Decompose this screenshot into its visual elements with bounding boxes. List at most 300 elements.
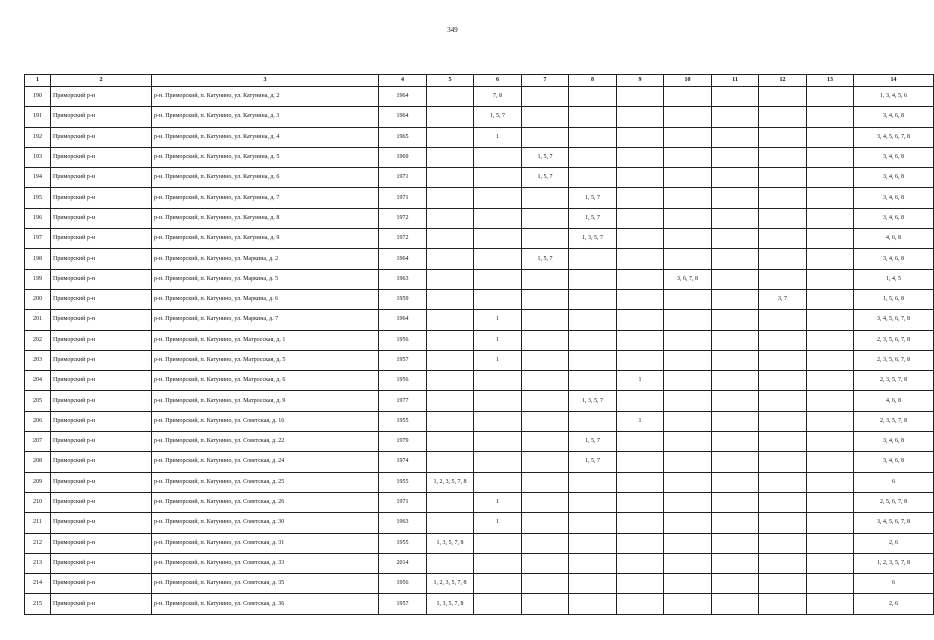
col6-cell bbox=[474, 229, 522, 249]
col7-cell: 1, 5, 7 bbox=[522, 147, 569, 167]
row-number-cell: 196 bbox=[25, 208, 51, 228]
district-cell: Приморский р-н bbox=[51, 168, 152, 188]
col12-cell bbox=[759, 330, 807, 350]
col11-cell bbox=[712, 127, 759, 147]
col7-cell bbox=[522, 87, 569, 107]
col5-cell bbox=[427, 289, 474, 309]
col11-cell bbox=[712, 533, 759, 553]
district-cell: Приморский р-н bbox=[51, 208, 152, 228]
row-number-cell: 213 bbox=[25, 553, 51, 573]
col9-cell: 1 bbox=[617, 411, 664, 431]
col8-cell: 1, 3, 5, 7 bbox=[569, 229, 617, 249]
col6-cell: 1 bbox=[474, 310, 522, 330]
year-cell: 1955 bbox=[379, 411, 427, 431]
col12-cell: 3, 7 bbox=[759, 289, 807, 309]
col12-cell bbox=[759, 553, 807, 573]
col12-cell bbox=[759, 452, 807, 472]
col10-cell: 3, 6, 7, 8 bbox=[664, 269, 712, 289]
address-cell: р-н. Приморский, п. Катунино, ул. Советская, д. 16 bbox=[152, 411, 379, 431]
col6-cell bbox=[474, 574, 522, 594]
col10-cell bbox=[664, 371, 712, 391]
col11-cell bbox=[712, 350, 759, 370]
table-row bbox=[25, 574, 934, 594]
district-cell: Приморский р-н bbox=[51, 188, 152, 208]
col9-cell bbox=[617, 249, 664, 269]
table-row bbox=[25, 269, 934, 289]
row-number-cell: 195 bbox=[25, 188, 51, 208]
table-row bbox=[25, 310, 934, 330]
col5-cell bbox=[427, 432, 474, 452]
col11-cell bbox=[712, 553, 759, 573]
col5-cell: 1, 3, 5, 7, 8 bbox=[427, 594, 474, 614]
col6-cell bbox=[474, 147, 522, 167]
col10-cell bbox=[664, 553, 712, 573]
col12-cell bbox=[759, 391, 807, 411]
row-number-cell: 203 bbox=[25, 350, 51, 370]
col9-cell bbox=[617, 289, 664, 309]
col13-cell bbox=[807, 472, 854, 492]
table-row bbox=[25, 411, 934, 431]
district-cell: Приморский р-н bbox=[51, 391, 152, 411]
col6-cell bbox=[474, 533, 522, 553]
col6-cell bbox=[474, 452, 522, 472]
col7-cell bbox=[522, 452, 569, 472]
district-cell: Приморский р-н bbox=[51, 127, 152, 147]
col8-cell bbox=[569, 553, 617, 573]
year-cell: 1965 bbox=[379, 127, 427, 147]
col13-cell bbox=[807, 208, 854, 228]
table-row bbox=[25, 594, 934, 614]
col14-cell: 3, 4, 6, 8 bbox=[854, 168, 934, 188]
col13-cell bbox=[807, 594, 854, 614]
col14-cell: 4, 6, 8 bbox=[854, 229, 934, 249]
col5-cell bbox=[427, 188, 474, 208]
column-header: 8 bbox=[569, 75, 617, 87]
col6-cell bbox=[474, 594, 522, 614]
year-cell: 1956 bbox=[379, 330, 427, 350]
col9-cell bbox=[617, 472, 664, 492]
col5-cell bbox=[427, 330, 474, 350]
col11-cell bbox=[712, 208, 759, 228]
row-number-cell: 197 bbox=[25, 229, 51, 249]
district-cell: Приморский р-н bbox=[51, 411, 152, 431]
col6-cell bbox=[474, 168, 522, 188]
col7-cell bbox=[522, 188, 569, 208]
row-number-cell: 191 bbox=[25, 107, 51, 127]
table-row bbox=[25, 533, 934, 553]
col14-cell: 3, 4, 6, 8 bbox=[854, 107, 934, 127]
row-number-cell: 190 bbox=[25, 87, 51, 107]
year-cell: 1964 bbox=[379, 249, 427, 269]
address-cell: р-н. Приморский, п. Катунино, ул. Маркина, д. 2 bbox=[152, 249, 379, 269]
row-number-cell: 211 bbox=[25, 513, 51, 533]
col5-cell bbox=[427, 350, 474, 370]
col10-cell bbox=[664, 249, 712, 269]
header-row bbox=[25, 75, 934, 87]
col7-cell bbox=[522, 107, 569, 127]
table-row bbox=[25, 147, 934, 167]
col11-cell bbox=[712, 492, 759, 512]
col8-cell bbox=[569, 310, 617, 330]
col7-cell bbox=[522, 553, 569, 573]
address-cell: р-н. Приморский, п. Катунино, ул. Советская, д. 33 bbox=[152, 553, 379, 573]
col5-cell bbox=[427, 553, 474, 573]
col11-cell bbox=[712, 472, 759, 492]
col11-cell bbox=[712, 513, 759, 533]
col12-cell bbox=[759, 310, 807, 330]
col12-cell bbox=[759, 350, 807, 370]
col8-cell bbox=[569, 87, 617, 107]
col13-cell bbox=[807, 87, 854, 107]
col14-cell: 1, 2, 3, 5, 7, 8 bbox=[854, 553, 934, 573]
col12-cell bbox=[759, 168, 807, 188]
district-cell: Приморский р-н bbox=[51, 87, 152, 107]
col11-cell bbox=[712, 147, 759, 167]
column-header: 5 bbox=[427, 75, 474, 87]
col10-cell bbox=[664, 168, 712, 188]
col10-cell bbox=[664, 533, 712, 553]
row-number-cell: 207 bbox=[25, 432, 51, 452]
page-number: 349 bbox=[447, 26, 458, 34]
col8-cell bbox=[569, 127, 617, 147]
col11-cell bbox=[712, 574, 759, 594]
year-cell: 1971 bbox=[379, 492, 427, 512]
year-cell: 1972 bbox=[379, 229, 427, 249]
address-cell: р-н. Приморский, п. Катунино, ул. Катунина, д. 2 bbox=[152, 87, 379, 107]
col8-cell bbox=[569, 289, 617, 309]
address-cell: р-н. Приморский, п. Катунино, ул. Катунина, д. 5 bbox=[152, 147, 379, 167]
district-cell: Приморский р-н bbox=[51, 492, 152, 512]
table-row bbox=[25, 87, 934, 107]
col10-cell bbox=[664, 127, 712, 147]
col7-cell bbox=[522, 411, 569, 431]
col5-cell bbox=[427, 452, 474, 472]
col8-cell bbox=[569, 269, 617, 289]
row-number-cell: 210 bbox=[25, 492, 51, 512]
col12-cell bbox=[759, 492, 807, 512]
col14-cell: 2, 3, 5, 7, 8 bbox=[854, 371, 934, 391]
row-number-cell: 202 bbox=[25, 330, 51, 350]
col6-cell bbox=[474, 472, 522, 492]
col13-cell bbox=[807, 432, 854, 452]
col11-cell bbox=[712, 371, 759, 391]
address-cell: р-н. Приморский, п. Катунино, ул. Катунина, д. 7 bbox=[152, 188, 379, 208]
col13-cell bbox=[807, 229, 854, 249]
district-cell: Приморский р-н bbox=[51, 371, 152, 391]
row-number-cell: 193 bbox=[25, 147, 51, 167]
col9-cell bbox=[617, 533, 664, 553]
row-number-cell: 208 bbox=[25, 452, 51, 472]
col13-cell bbox=[807, 330, 854, 350]
col11-cell bbox=[712, 188, 759, 208]
col10-cell bbox=[664, 310, 712, 330]
col13-cell bbox=[807, 574, 854, 594]
col14-cell: 3, 4, 5, 6, 7, 8 bbox=[854, 513, 934, 533]
col12-cell bbox=[759, 249, 807, 269]
col9-cell bbox=[617, 208, 664, 228]
col13-cell bbox=[807, 350, 854, 370]
column-header: 10 bbox=[664, 75, 712, 87]
district-cell: Приморский р-н bbox=[51, 107, 152, 127]
district-cell: Приморский р-н bbox=[51, 147, 152, 167]
col10-cell bbox=[664, 208, 712, 228]
col10-cell bbox=[664, 289, 712, 309]
col14-cell: 3, 4, 6, 8 bbox=[854, 452, 934, 472]
col13-cell bbox=[807, 249, 854, 269]
col9-cell bbox=[617, 594, 664, 614]
col7-cell bbox=[522, 208, 569, 228]
district-cell: Приморский р-н bbox=[51, 289, 152, 309]
row-number-cell: 204 bbox=[25, 371, 51, 391]
col11-cell bbox=[712, 411, 759, 431]
col8-cell bbox=[569, 249, 617, 269]
col10-cell bbox=[664, 432, 712, 452]
col11-cell bbox=[712, 168, 759, 188]
row-number-cell: 205 bbox=[25, 391, 51, 411]
col13-cell bbox=[807, 107, 854, 127]
col8-cell bbox=[569, 513, 617, 533]
col14-cell: 3, 4, 6, 8 bbox=[854, 249, 934, 269]
address-cell: р-н. Приморский, п. Катунино, ул. Матросская, д. 1 bbox=[152, 330, 379, 350]
table-row bbox=[25, 432, 934, 452]
col12-cell bbox=[759, 127, 807, 147]
col14-cell: 2, 3, 5, 6, 7, 8 bbox=[854, 350, 934, 370]
row-number-cell: 200 bbox=[25, 289, 51, 309]
col6-cell: 1 bbox=[474, 350, 522, 370]
year-cell: 1971 bbox=[379, 168, 427, 188]
year-cell: 1959 bbox=[379, 289, 427, 309]
year-cell: 1977 bbox=[379, 391, 427, 411]
col10-cell bbox=[664, 87, 712, 107]
col12-cell bbox=[759, 411, 807, 431]
column-header: 13 bbox=[807, 75, 854, 87]
col5-cell bbox=[427, 411, 474, 431]
col7-cell bbox=[522, 229, 569, 249]
column-header: 2 bbox=[51, 75, 152, 87]
col12-cell bbox=[759, 513, 807, 533]
col6-cell bbox=[474, 289, 522, 309]
col8-cell: 1, 5, 7 bbox=[569, 208, 617, 228]
col12-cell bbox=[759, 533, 807, 553]
col11-cell bbox=[712, 249, 759, 269]
col11-cell bbox=[712, 452, 759, 472]
table-row bbox=[25, 513, 934, 533]
col5-cell: 1, 3, 5, 7, 8 bbox=[427, 533, 474, 553]
table-row bbox=[25, 492, 934, 512]
col10-cell bbox=[664, 594, 712, 614]
col7-cell bbox=[522, 269, 569, 289]
col13-cell bbox=[807, 553, 854, 573]
col14-cell: 2, 3, 5, 6, 7, 8 bbox=[854, 330, 934, 350]
col13-cell bbox=[807, 188, 854, 208]
col11-cell bbox=[712, 289, 759, 309]
address-cell: р-н. Приморский, п. Катунино, ул. Катунина, д. 4 bbox=[152, 127, 379, 147]
col12-cell bbox=[759, 208, 807, 228]
district-cell: Приморский р-н bbox=[51, 432, 152, 452]
district-cell: Приморский р-н bbox=[51, 229, 152, 249]
col10-cell bbox=[664, 472, 712, 492]
col7-cell bbox=[522, 594, 569, 614]
table-row bbox=[25, 208, 934, 228]
row-number-cell: 194 bbox=[25, 168, 51, 188]
col13-cell bbox=[807, 391, 854, 411]
col10-cell bbox=[664, 107, 712, 127]
col8-cell: 1, 5, 7 bbox=[569, 452, 617, 472]
col14-cell: 6 bbox=[854, 574, 934, 594]
col10-cell bbox=[664, 574, 712, 594]
table-row bbox=[25, 127, 934, 147]
col9-cell bbox=[617, 330, 664, 350]
col14-cell: 3, 4, 6, 8 bbox=[854, 208, 934, 228]
col5-cell bbox=[427, 208, 474, 228]
col9-cell bbox=[617, 127, 664, 147]
col14-cell: 2, 3, 5, 7, 8 bbox=[854, 411, 934, 431]
col7-cell: 1, 5, 7 bbox=[522, 168, 569, 188]
table-row bbox=[25, 330, 934, 350]
year-cell: 1964 bbox=[379, 87, 427, 107]
address-cell: р-н. Приморский, п. Катунино, ул. Советская, д. 26 bbox=[152, 492, 379, 512]
col7-cell bbox=[522, 513, 569, 533]
col8-cell bbox=[569, 350, 617, 370]
year-cell: 1971 bbox=[379, 188, 427, 208]
col7-cell bbox=[522, 533, 569, 553]
year-cell: 1956 bbox=[379, 574, 427, 594]
col10-cell bbox=[664, 492, 712, 512]
year-cell: 1969 bbox=[379, 147, 427, 167]
col8-cell: 1, 5, 7 bbox=[569, 432, 617, 452]
year-cell: 1956 bbox=[379, 371, 427, 391]
col7-cell bbox=[522, 127, 569, 147]
col6-cell bbox=[474, 188, 522, 208]
col5-cell: 1, 2, 3, 5, 7, 8 bbox=[427, 472, 474, 492]
year-cell: 1972 bbox=[379, 208, 427, 228]
col6-cell bbox=[474, 208, 522, 228]
col6-cell bbox=[474, 391, 522, 411]
col9-cell bbox=[617, 350, 664, 370]
table-row bbox=[25, 472, 934, 492]
table-row bbox=[25, 229, 934, 249]
district-cell: Приморский р-н bbox=[51, 513, 152, 533]
address-cell: р-н. Приморский, п. Катунино, ул. Советская, д. 35 bbox=[152, 574, 379, 594]
col5-cell bbox=[427, 147, 474, 167]
table-row bbox=[25, 168, 934, 188]
col5-cell bbox=[427, 107, 474, 127]
col6-cell bbox=[474, 371, 522, 391]
col10-cell bbox=[664, 513, 712, 533]
col5-cell bbox=[427, 249, 474, 269]
col5-cell bbox=[427, 371, 474, 391]
col10-cell bbox=[664, 188, 712, 208]
column-header: 1 bbox=[25, 75, 51, 87]
col11-cell bbox=[712, 594, 759, 614]
column-header: 3 bbox=[152, 75, 379, 87]
year-cell: 1957 bbox=[379, 350, 427, 370]
col13-cell bbox=[807, 289, 854, 309]
col8-cell bbox=[569, 147, 617, 167]
table-row bbox=[25, 391, 934, 411]
col9-cell bbox=[617, 391, 664, 411]
year-cell: 1964 bbox=[379, 107, 427, 127]
col10-cell bbox=[664, 330, 712, 350]
col8-cell bbox=[569, 492, 617, 512]
district-cell: Приморский р-н bbox=[51, 553, 152, 573]
col6-cell: 1 bbox=[474, 330, 522, 350]
col14-cell: 1, 3, 4, 5, 6 bbox=[854, 87, 934, 107]
col11-cell bbox=[712, 87, 759, 107]
column-header: 11 bbox=[712, 75, 759, 87]
col9-cell bbox=[617, 452, 664, 472]
address-cell: р-н. Приморский, п. Катунино, ул. Советская, д. 24 bbox=[152, 452, 379, 472]
row-number-cell: 212 bbox=[25, 533, 51, 553]
col12-cell bbox=[759, 269, 807, 289]
col5-cell bbox=[427, 87, 474, 107]
year-cell: 1964 bbox=[379, 310, 427, 330]
year-cell: 1955 bbox=[379, 533, 427, 553]
col13-cell bbox=[807, 533, 854, 553]
col8-cell bbox=[569, 168, 617, 188]
address-cell: р-н. Приморский, п. Катунино, ул. Катунина, д. 6 bbox=[152, 168, 379, 188]
address-cell: р-н. Приморский, п. Катунино, ул. Маркина, д. 7 bbox=[152, 310, 379, 330]
district-cell: Приморский р-н bbox=[51, 594, 152, 614]
district-cell: Приморский р-н bbox=[51, 269, 152, 289]
col7-cell bbox=[522, 310, 569, 330]
year-cell: 1957 bbox=[379, 594, 427, 614]
col6-cell: 1 bbox=[474, 492, 522, 512]
col9-cell bbox=[617, 513, 664, 533]
district-cell: Приморский р-н bbox=[51, 350, 152, 370]
col7-cell bbox=[522, 472, 569, 492]
col9-cell bbox=[617, 553, 664, 573]
col8-cell: 1, 5, 7 bbox=[569, 188, 617, 208]
address-cell: р-н. Приморский, п. Катунино, ул. Советская, д. 31 bbox=[152, 533, 379, 553]
col6-cell bbox=[474, 432, 522, 452]
col7-cell bbox=[522, 330, 569, 350]
col11-cell bbox=[712, 330, 759, 350]
column-header: 6 bbox=[474, 75, 522, 87]
col10-cell bbox=[664, 350, 712, 370]
col8-cell bbox=[569, 594, 617, 614]
year-cell: 2014 bbox=[379, 553, 427, 573]
col12-cell bbox=[759, 229, 807, 249]
col7-cell bbox=[522, 432, 569, 452]
col7-cell bbox=[522, 492, 569, 512]
col11-cell bbox=[712, 432, 759, 452]
col6-cell bbox=[474, 249, 522, 269]
table-row bbox=[25, 350, 934, 370]
col9-cell bbox=[617, 310, 664, 330]
year-cell: 1963 bbox=[379, 269, 427, 289]
col5-cell bbox=[427, 492, 474, 512]
address-cell: р-н. Приморский, п. Катунино, ул. Советская, д. 30 bbox=[152, 513, 379, 533]
address-cell: р-н. Приморский, п. Катунино, ул. Матросская, д. 5 bbox=[152, 350, 379, 370]
row-number-cell: 206 bbox=[25, 411, 51, 431]
col14-cell: 3, 4, 5, 6, 7, 8 bbox=[854, 127, 934, 147]
col9-cell bbox=[617, 269, 664, 289]
col10-cell bbox=[664, 391, 712, 411]
col11-cell bbox=[712, 269, 759, 289]
column-header: 7 bbox=[522, 75, 569, 87]
col13-cell bbox=[807, 513, 854, 533]
row-number-cell: 199 bbox=[25, 269, 51, 289]
row-number-cell: 201 bbox=[25, 310, 51, 330]
col12-cell bbox=[759, 371, 807, 391]
col13-cell bbox=[807, 127, 854, 147]
address-cell: р-н. Приморский, п. Катунино, ул. Катунина, д. 8 bbox=[152, 208, 379, 228]
col6-cell: 1 bbox=[474, 127, 522, 147]
district-cell: Приморский р-н bbox=[51, 310, 152, 330]
address-cell: р-н. Приморский, п. Катунино, ул. Советская, д. 25 bbox=[152, 472, 379, 492]
table-row bbox=[25, 249, 934, 269]
